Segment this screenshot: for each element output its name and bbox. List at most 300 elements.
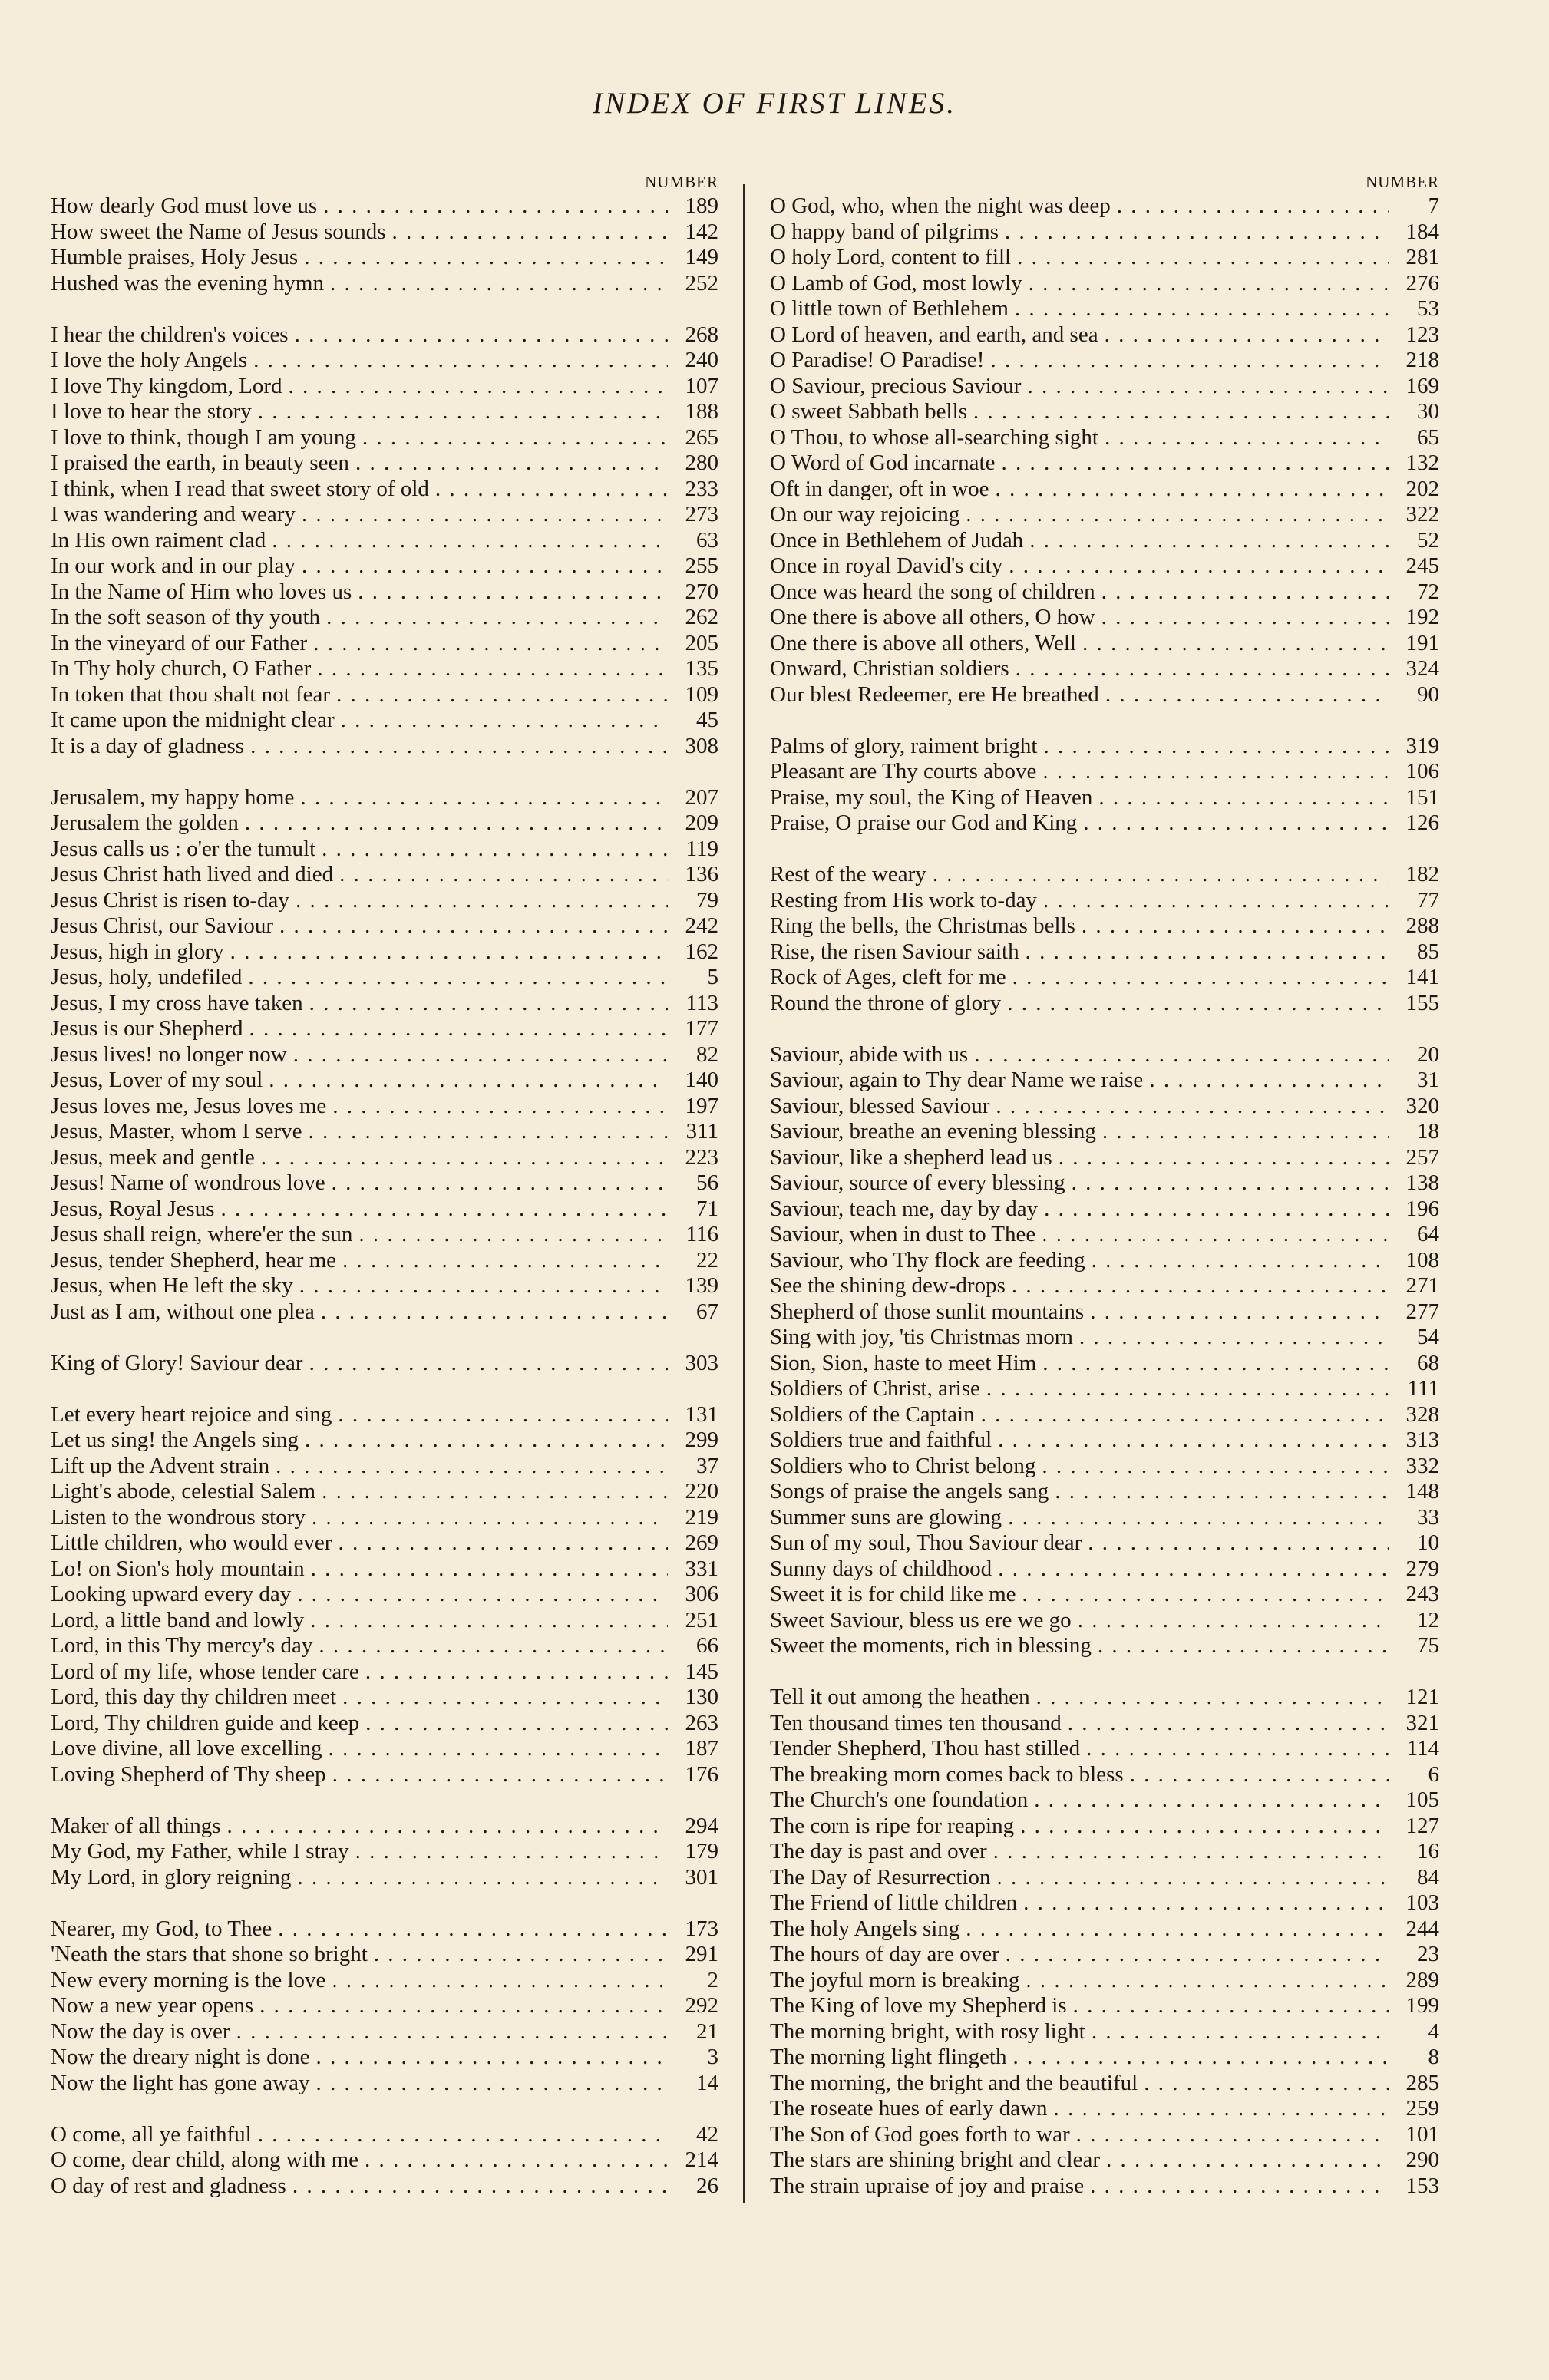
index-entry: [770, 1299, 1439, 1325]
first-line-text: Lo! on Sion's holy mountain: [51, 1556, 305, 1581]
dot-leader: [967, 399, 1389, 425]
hymn-number: 196: [1405, 1196, 1439, 1221]
first-line-text: In the vineyard of our Father: [51, 630, 308, 655]
dot-leader: [324, 271, 668, 297]
first-line-text: Shepherd of those sunlit mountains: [770, 1299, 1085, 1324]
index-entry: [770, 939, 1439, 966]
index-entry: [770, 528, 1439, 554]
first-line-text: The joyful morn is breaking: [770, 1967, 1020, 1992]
dot-leader: [1076, 631, 1389, 657]
index-entry: [51, 1479, 718, 1505]
dot-leader: [253, 1993, 668, 2019]
first-line-text: The holy Angels sing: [770, 1916, 960, 1941]
dot-leader: [1100, 2147, 1389, 2174]
index-entry: [770, 1428, 1439, 1454]
hymn-number: 177: [685, 1016, 718, 1041]
index-entry: [770, 451, 1439, 477]
first-line-text: Tell it out among the heathen: [770, 1685, 1030, 1709]
first-line-text: The roseate hues of early dawn: [770, 2096, 1048, 2121]
dot-leader: [312, 1633, 668, 1659]
first-line-text: Jesus, high in glory: [51, 939, 224, 964]
dot-leader: [359, 1711, 668, 1737]
hymn-number: 18: [1417, 1119, 1439, 1144]
index-entry: [770, 810, 1439, 837]
dot-leader: [1011, 245, 1389, 271]
index-entry: [770, 425, 1439, 451]
hymn-number: 126: [1405, 810, 1439, 835]
first-line-text: Once in royal David's city: [770, 553, 1003, 578]
first-line-text: O sweet Sabbath bells: [770, 399, 967, 424]
first-line-text: Soldiers who to Christ belong: [770, 1453, 1036, 1478]
hymn-number: 311: [685, 1119, 718, 1144]
dot-leader: [252, 399, 668, 425]
hymn-number: 142: [685, 219, 718, 244]
first-line-text: Sweet the moments, rich in blessing: [770, 1633, 1092, 1658]
first-line-text: The morning light flingeth: [770, 2045, 1007, 2069]
index-entry: [51, 1685, 718, 1711]
index-entry: [51, 913, 718, 939]
first-line-text: Praise, O praise our God and King: [770, 810, 1078, 835]
dot-leader: [289, 322, 668, 348]
dot-leader: [255, 1145, 668, 1171]
index-entry: [770, 605, 1439, 631]
first-line-text: O happy band of pilgrims: [770, 219, 999, 244]
index-entry: [51, 322, 718, 348]
hymn-number: 103: [1405, 1890, 1439, 1915]
dot-leader: [1019, 1968, 1389, 1994]
group-spacer: [51, 1787, 718, 1814]
dot-leader: [247, 348, 668, 374]
first-line-text: Jesus, holy, undefiled: [51, 965, 243, 989]
dot-leader: [252, 2122, 668, 2148]
first-line-text: Jesus, tender Shepherd, hear me: [51, 1247, 337, 1273]
dot-leader: [1077, 810, 1389, 837]
first-line-text: Palms of glory, raiment bright: [770, 733, 1038, 758]
first-line-text: Now a new year opens: [51, 1993, 254, 2018]
hymn-number: 3: [707, 2045, 718, 2069]
hymn-number: 205: [685, 630, 718, 655]
first-line-text: Saviour, like a shepherd lead us: [770, 1144, 1052, 1170]
first-line-text: Loving Shepherd of Thy sheep: [51, 1761, 326, 1787]
dot-leader: [1080, 1736, 1389, 1762]
group-spacer: [770, 837, 1439, 863]
first-line-text: The Friend of little children: [770, 1890, 1018, 1915]
first-line-text: Jerusalem, my happy home: [51, 784, 295, 810]
dot-leader: [1084, 1299, 1389, 1325]
hymn-number: 68: [1417, 1350, 1439, 1375]
hymn-number: 328: [1405, 1401, 1439, 1427]
first-line-text: Love divine, all love excelling: [51, 1736, 322, 1761]
dot-leader: [356, 425, 668, 451]
first-line-text: Sweet it is for child like me: [770, 1582, 1016, 1606]
index-entry: [51, 1094, 718, 1120]
hymn-number: 90: [1417, 682, 1439, 707]
hymn-number: 173: [685, 1916, 718, 1941]
hymn-number: 85: [1417, 939, 1439, 964]
hymn-number: 279: [1405, 1556, 1439, 1581]
hymn-number: 245: [1405, 553, 1439, 578]
first-line-text: New every morning is the love: [51, 1967, 326, 1992]
dot-leader: [1062, 1711, 1389, 1737]
first-line-text: I love to think, though I am young: [51, 424, 356, 450]
hymn-number: 162: [685, 939, 718, 964]
dot-leader: [1085, 2019, 1389, 2045]
index-entry: [770, 553, 1439, 579]
index-entry: [770, 1248, 1439, 1274]
first-line-text: How sweet the Name of Jesus sounds: [51, 219, 386, 244]
hymn-number: 313: [1405, 1428, 1439, 1452]
dot-leader: [999, 1942, 1389, 1968]
index-entry: [51, 1170, 718, 1197]
index-entry: [51, 1608, 718, 1634]
dot-leader: [306, 1505, 668, 1531]
index-entry: [770, 245, 1439, 271]
first-line-text: Lord, Thy children guide and keep: [51, 1710, 360, 1735]
dot-leader: [989, 477, 1389, 503]
hymn-number: 107: [685, 373, 718, 398]
index-entry: [51, 271, 718, 297]
hymn-number: 265: [685, 424, 718, 450]
index-entry: [770, 1787, 1439, 1814]
dot-leader: [1028, 1787, 1389, 1814]
dot-leader: [1111, 193, 1389, 220]
hymn-number: 257: [1405, 1144, 1439, 1170]
first-line-text: See the shining dew-drops: [770, 1273, 1006, 1298]
dot-leader: [332, 1530, 668, 1556]
dot-leader: [1006, 1273, 1389, 1299]
dot-leader: [315, 1479, 668, 1505]
first-line-text: The stars are shining bright and clear: [770, 2147, 1101, 2172]
first-line-text: Jesus Christ hath lived and died: [51, 862, 334, 886]
dot-leader: [326, 1762, 668, 1788]
dot-leader: [1037, 888, 1389, 914]
index-entry: [51, 399, 718, 425]
index-entry: [770, 1865, 1439, 1891]
hymn-number: 66: [696, 1633, 718, 1658]
dot-leader: [242, 965, 668, 991]
hymn-number: 23: [1417, 1942, 1439, 1966]
first-line-text: Sweet Saviour, bless us ere we go: [770, 1607, 1072, 1632]
first-line-text: King of Glory! Saviour dear: [51, 1350, 303, 1375]
index-entry: [51, 656, 718, 682]
index-entry: [770, 1814, 1439, 1840]
index-entry: [51, 425, 718, 451]
first-line-text: Let us sing! the Angels sing: [51, 1428, 299, 1452]
hymn-number: 219: [685, 1504, 718, 1530]
hymn-number: 31: [1417, 1068, 1439, 1092]
index-entry: [770, 2174, 1439, 2200]
first-line-text: Lord of my life, whose tender care: [51, 1659, 359, 1684]
index-entry: [770, 1402, 1439, 1428]
index-entry: [770, 2096, 1439, 2122]
first-line-text: O holy Lord, content to fill: [770, 245, 1012, 269]
first-line-text: Jesus calls us : o'er the tumult: [51, 836, 316, 861]
index-entry: [770, 1633, 1439, 1659]
hymn-number: 71: [696, 1196, 718, 1221]
hymn-number: 188: [685, 399, 718, 424]
index-entry: [770, 888, 1439, 914]
dot-leader: [272, 1916, 668, 1943]
hymn-number: 243: [1405, 1582, 1439, 1606]
index-entry: [51, 1530, 718, 1556]
index-entry: [770, 1197, 1439, 1223]
first-line-text: The corn is ripe for reaping: [770, 1813, 1015, 1838]
hymn-number: 138: [1405, 1170, 1439, 1195]
dot-leader: [349, 1839, 668, 1865]
first-line-text: Once was heard the song of children: [770, 579, 1095, 604]
first-line-text: Jerusalem the golden: [51, 810, 239, 835]
first-line-text: O Paradise! O Paradise!: [770, 348, 985, 372]
first-line-text: Round the throne of glory: [770, 990, 1002, 1015]
index-entry: [51, 1454, 718, 1480]
hymn-number: 176: [685, 1761, 718, 1787]
dot-leader: [995, 451, 1389, 477]
first-line-text: Just as I am, without one plea: [51, 1299, 315, 1324]
index-entry: [51, 631, 718, 657]
index-entry: [770, 2122, 1439, 2148]
first-line-text: Oft in danger, oft in woe: [770, 476, 989, 501]
hymn-number: 151: [1405, 784, 1439, 810]
dot-leader: [1084, 2174, 1389, 2200]
hymn-number: 26: [696, 2173, 718, 2198]
dot-leader: [992, 1428, 1389, 1454]
hymn-number: 42: [696, 2121, 718, 2147]
index-entry: [51, 1814, 718, 1840]
hymn-number: 331: [685, 1556, 718, 1581]
dot-leader: [1019, 939, 1389, 966]
hymn-number: 270: [685, 579, 718, 604]
first-line-text: Soldiers true and faithful: [770, 1428, 992, 1452]
first-line-text: I love to hear the story: [51, 399, 252, 424]
first-line-text: The Church's one foundation: [770, 1787, 1029, 1812]
index-entry: [770, 656, 1439, 682]
hymn-number: 16: [1417, 1839, 1439, 1863]
hymn-number: 6: [1428, 1761, 1439, 1787]
index-entry: [51, 1016, 718, 1042]
index-entry: [770, 1454, 1439, 1480]
hymn-number: 20: [1417, 1041, 1439, 1067]
number-column-header: NUMBER: [645, 173, 718, 191]
index-entry: [51, 991, 718, 1017]
first-line-text: I hear the children's voices: [51, 322, 289, 347]
index-entry: [770, 1736, 1439, 1762]
dot-leader: [987, 1839, 1389, 1865]
dot-leader: [1095, 579, 1389, 606]
dot-leader: [980, 1376, 1389, 1402]
hymn-number: 263: [685, 1710, 718, 1735]
group-spacer: [51, 296, 718, 322]
dot-leader: [358, 2147, 668, 2174]
index-entry: [770, 1685, 1439, 1711]
hymn-number: 207: [685, 784, 718, 810]
index-entry: [770, 399, 1439, 425]
first-line-text: O Saviour, precious Saviour: [770, 373, 1022, 398]
dot-leader: [335, 708, 668, 734]
index-entry: [51, 1273, 718, 1299]
hymn-number: 141: [1405, 965, 1439, 989]
first-line-text: O Lord of heaven, and earth, and sea: [770, 322, 1098, 347]
first-line-text: Saviour, source of every blessing: [770, 1170, 1065, 1195]
index-entry: [51, 2045, 718, 2071]
hymn-number: 140: [685, 1068, 718, 1092]
hymn-number: 4: [1428, 2019, 1439, 2044]
index-entry: [770, 1351, 1439, 1377]
hymn-number: 290: [1405, 2147, 1439, 2172]
hymn-number: 127: [1405, 1813, 1439, 1838]
index-entry: [770, 1222, 1439, 1248]
index-entry: [51, 734, 718, 760]
dot-leader: [303, 1351, 668, 1377]
dot-leader: [1001, 991, 1389, 1017]
index-entry: [51, 1968, 718, 1994]
hymn-number: 184: [1405, 219, 1439, 244]
first-line-text: Pleasant are Thy courts above: [770, 759, 1037, 784]
index-entry: [51, 1222, 718, 1248]
index-entry: [770, 271, 1439, 297]
first-line-text: In token that thou shalt not fear: [51, 682, 331, 707]
index-entry: [51, 1145, 718, 1171]
dot-leader: [330, 682, 668, 708]
index-entry: [770, 1530, 1439, 1556]
dot-leader: [317, 193, 668, 220]
hymn-number: 30: [1417, 399, 1439, 424]
dot-leader: [315, 1299, 668, 1325]
hymn-number: 209: [685, 810, 718, 835]
dot-leader: [1067, 1993, 1389, 2019]
dot-leader: [1082, 1530, 1389, 1556]
dot-leader: [1096, 1119, 1389, 1145]
dot-leader: [1030, 1685, 1389, 1711]
dot-leader: [325, 1170, 668, 1197]
dot-leader: [1065, 1170, 1389, 1197]
first-line-text: Jesus Christ, our Saviour: [51, 913, 273, 938]
index-entry: [51, 502, 718, 528]
hymn-number: 321: [1405, 1710, 1439, 1735]
hymn-number: 294: [685, 1813, 718, 1838]
index-entry: [770, 785, 1439, 811]
hymn-number: 271: [1405, 1273, 1439, 1298]
dot-leader: [1037, 734, 1389, 760]
first-line-text: O Lamb of God, most lowly: [770, 270, 1022, 295]
dot-leader: [333, 862, 668, 888]
left-column: [51, 170, 718, 2199]
first-line-text: Sing with joy, 'tis Christmas morn: [770, 1325, 1073, 1349]
hymn-number: 332: [1405, 1453, 1439, 1478]
index-entry: [770, 220, 1439, 246]
hymn-number: 291: [685, 1942, 718, 1966]
hymn-number: 111: [1407, 1376, 1439, 1401]
first-line-text: Saviour, who Thy flock are feeding: [770, 1247, 1085, 1273]
dot-leader: [359, 1659, 668, 1685]
hymn-number: 12: [1417, 1607, 1439, 1632]
hymn-number: 281: [1405, 245, 1439, 269]
index-entry: [770, 1942, 1439, 1968]
hymn-number: 132: [1405, 451, 1439, 475]
dot-leader: [1099, 682, 1389, 708]
dot-leader: [311, 656, 668, 682]
hymn-number: 77: [1417, 887, 1439, 913]
index-entry: [770, 1556, 1439, 1583]
hymn-number: 259: [1405, 2096, 1439, 2121]
index-entry: [770, 991, 1439, 1017]
first-line-text: O Thou, to whose all-searching sight: [770, 424, 1098, 450]
dot-leader: [1070, 2122, 1389, 2148]
group-spacer: [51, 2096, 718, 2122]
first-line-text: Now the day is over: [51, 2019, 230, 2044]
first-line-text: Soldiers of Christ, arise: [770, 1376, 980, 1401]
first-line-text: How dearly God must love us: [51, 193, 318, 218]
index-entry: [51, 1351, 718, 1377]
hymn-number: 303: [685, 1350, 718, 1375]
dot-leader: [1009, 296, 1389, 322]
index-entry: [51, 374, 718, 400]
dot-leader: [1098, 425, 1389, 451]
index-entry: [51, 1942, 718, 1968]
first-line-text: Saviour, abide with us: [770, 1041, 969, 1067]
dot-leader: [352, 579, 668, 606]
index-entry: [770, 1711, 1439, 1737]
first-line-text: Nearer, my God, to Thee: [51, 1916, 272, 1941]
dot-leader: [307, 631, 668, 657]
first-line-text: My Lord, in glory reigning: [51, 1864, 292, 1890]
hymn-number: 269: [685, 1530, 718, 1555]
hymn-number: 56: [696, 1170, 718, 1195]
dot-leader: [959, 502, 1389, 528]
dot-leader: [336, 1248, 668, 1274]
dot-leader: [926, 862, 1389, 888]
first-line-text: In Thy holy church, O Father: [51, 656, 312, 681]
index-entry: [51, 862, 718, 888]
hymn-number: 8: [1428, 2045, 1439, 2069]
dot-leader: [1023, 528, 1389, 554]
hymn-number: 52: [1417, 527, 1439, 553]
dot-leader: [322, 1736, 668, 1762]
dot-leader: [305, 1556, 668, 1583]
hymn-number: 116: [685, 1222, 718, 1246]
first-line-text: One there is above all others, O how: [770, 605, 1095, 629]
dot-leader: [1002, 1505, 1389, 1531]
right-column: [770, 170, 1439, 2199]
index-entry: [770, 2045, 1439, 2071]
first-line-text: In the soft season of thy youth: [51, 605, 321, 629]
dot-leader: [1022, 271, 1389, 297]
hymn-number: 252: [685, 270, 718, 295]
number-column-header: NUMBER: [1366, 173, 1439, 191]
first-line-text: Praise, my soul, the King of Heaven: [770, 784, 1093, 810]
index-entry: [51, 1556, 718, 1583]
index-entry: [770, 1094, 1439, 1120]
index-entry: [51, 1068, 718, 1094]
index-entry: [51, 1711, 718, 1737]
dot-leader: [294, 785, 668, 811]
hymn-number: 192: [1405, 605, 1439, 629]
hymn-number: 220: [685, 1479, 718, 1504]
hymn-number: 289: [1405, 1967, 1439, 1992]
first-line-text: Let every heart rejoice and sing: [51, 1401, 332, 1427]
dot-leader: [291, 1582, 668, 1608]
hymn-number: 54: [1417, 1325, 1439, 1349]
hymn-number: 322: [1405, 502, 1439, 527]
dot-leader: [296, 502, 668, 528]
hymn-number: 202: [1405, 476, 1439, 501]
hymn-number: 191: [1405, 630, 1439, 655]
index-entry: [51, 1736, 718, 1762]
hymn-number: 63: [696, 527, 718, 553]
dot-leader: [286, 2174, 668, 2200]
index-entry: [770, 477, 1439, 503]
hymn-number: 155: [1405, 990, 1439, 1015]
index-entry: [51, 1505, 718, 1531]
